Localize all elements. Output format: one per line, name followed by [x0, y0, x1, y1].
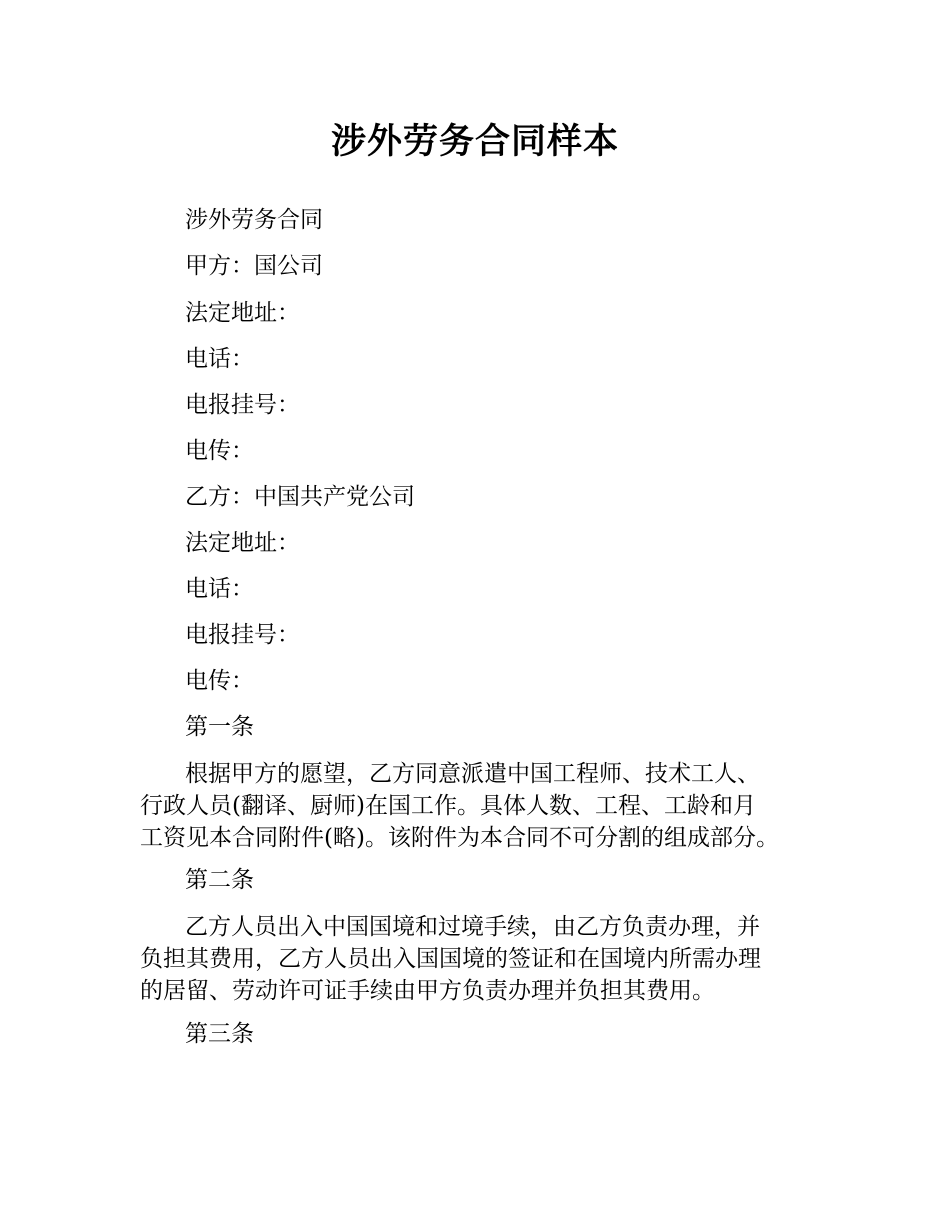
party-a-telex: 电传： [185, 438, 254, 464]
paragraph-line: 工资见本合同附件(略)。该附件为本合同不可分割的组成部分。 [140, 825, 779, 851]
paragraph-line: 的居留、劳动许可证手续由甲方负责办理并负担其费用。 [140, 978, 715, 1004]
document-title: 涉外劳务合同样本 [330, 122, 619, 162]
article-2-heading: 第二条 [185, 867, 254, 893]
party-a-name: 甲方：国公司 [185, 253, 323, 279]
article-1-heading: 第一条 [185, 714, 254, 740]
paragraph-line: 乙方人员出入中国国境和过境手续，由乙方负责办理，并 [185, 914, 760, 940]
party-a-address: 法定地址： [185, 300, 300, 326]
paragraph-line: 行政人员(翻译、厨师)在国工作。具体人数、工程、工龄和月 [140, 793, 756, 819]
article-2-body [140, 911, 840, 1007]
party-b-name: 乙方：中国共产党公司 [185, 484, 415, 510]
paragraph-line: 根据甲方的愿望，乙方同意派遣中国工程师、技术工人、 [185, 761, 760, 787]
contract-name: 涉外劳务合同 [185, 207, 323, 233]
party-b-phone: 电话： [185, 576, 254, 602]
party-b-cable: 电报挂号： [185, 622, 300, 648]
party-b-address: 法定地址： [185, 530, 300, 556]
paragraph-line: 负担其费用，乙方人员出入国国境的签证和在国境内所需办理 [140, 946, 761, 972]
article-1-body [140, 758, 840, 854]
party-a-cable: 电报挂号： [185, 392, 300, 418]
party-a-phone: 电话： [185, 346, 254, 372]
party-b-telex: 电传： [185, 668, 254, 694]
article-3-heading: 第三条 [185, 1021, 254, 1047]
